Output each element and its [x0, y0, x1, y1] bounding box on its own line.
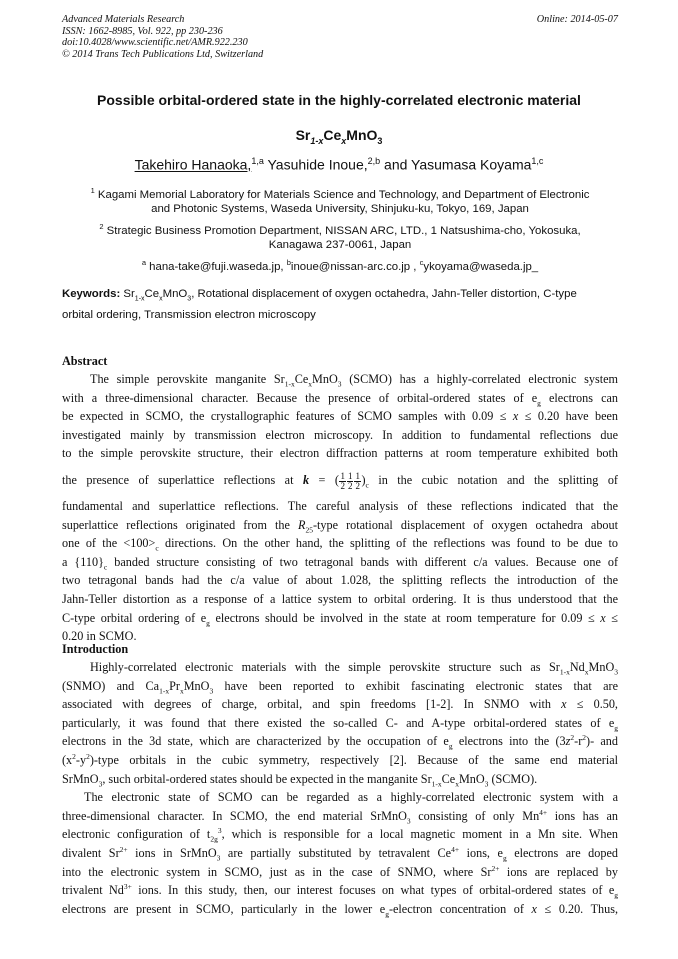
paper-title: Possible orbital-ordered state in the highly-correlated electronic material	[97, 92, 581, 108]
t: 4+	[539, 807, 548, 817]
t: 2	[72, 751, 76, 761]
t: 1-x	[284, 379, 295, 389]
email-b: inoue@nissan-arc.co.jp ,	[290, 260, 420, 273]
t: electrons into the (3	[452, 734, 566, 749]
kw-text: MnO	[162, 288, 188, 300]
t: , which is responsible for a local magnetic moment in a Mn site. When	[221, 827, 618, 842]
keywords-line-2: orbital ordering, Transmission electron microscopy	[62, 309, 316, 322]
frac-num: 1	[340, 470, 345, 481]
text-line: 0.20 in SCMO.	[62, 629, 137, 644]
t: 3	[406, 816, 411, 826]
fraction	[354, 472, 361, 491]
t: )- and	[586, 734, 618, 749]
keywords-block	[62, 286, 618, 324]
t: )-type orbitals in the cubic symmetry, respectively [2]. Because of the same end material	[89, 752, 618, 767]
affil-mark: c	[419, 258, 424, 267]
t: a {110}	[62, 554, 104, 569]
text-line	[62, 389, 618, 408]
t: MnO	[183, 678, 210, 693]
t: 1-x	[159, 686, 170, 696]
t: 3	[337, 379, 342, 389]
t: x	[308, 379, 313, 389]
author-affil-mark: 1,c	[531, 156, 544, 166]
online-date: Online: 2014-05-07	[536, 14, 618, 25]
t: the presence of superlattice reflections at	[62, 472, 303, 487]
t: be expected in SCMO, the crystallographic features of SCMO samples with 0.09 ≤	[62, 409, 513, 424]
formula-part: 1-x	[310, 135, 324, 146]
text-line	[62, 732, 618, 751]
affiliation-1-cont: and Photonic Systems, Waseda University, Shinjuku-ku, Tokyo, 169, Japan	[151, 203, 529, 215]
email-a: hana-take@fuji.waseda.jp,	[146, 260, 287, 273]
t: divalent Sr	[62, 845, 120, 860]
t: directions. On the other hand, the splitting of the reflections was found to be due to	[158, 536, 618, 551]
introduction-body	[62, 658, 618, 918]
t: C-type orbital ordering of e	[62, 610, 207, 625]
kw-text: 3	[187, 295, 192, 303]
t: (x	[62, 752, 73, 767]
text-line	[62, 695, 618, 714]
kw-text: 1-x	[134, 295, 145, 303]
t: trivalent Nd	[62, 883, 124, 898]
text-line: fundamental and superlattice reflections. The careful analysis of these reflections indicated that the	[62, 498, 618, 513]
running-header	[62, 14, 618, 60]
t: x	[179, 686, 184, 696]
t: -type rotational displacement of oxygen octahedra about	[312, 517, 618, 532]
t: ≤ 0.50,	[566, 697, 618, 712]
t: Pr	[169, 678, 180, 693]
t: ions in SrMnO	[127, 845, 217, 860]
issn-line: ISSN: 1662-8985, Vol. 922, pp 230-236	[62, 25, 223, 37]
t: x	[531, 901, 537, 916]
t: 2	[570, 733, 575, 743]
kw-text: Ce	[144, 288, 160, 300]
t: 3	[98, 779, 103, 788]
t: with a three-dimensional character. Because the presence of orbital-ordered states of e	[62, 390, 538, 405]
t: are partially substituted by tetravalent Ce	[220, 845, 452, 860]
text-line: investigated mainly by transmission electron microscopy. In addition to fundamental reflections due	[62, 427, 618, 442]
text-line	[62, 553, 618, 572]
text-line	[62, 900, 618, 919]
t: 2+	[491, 863, 500, 873]
t: three-dimensional character. In SCMO, the end material SrMnO	[62, 808, 407, 823]
t: g	[537, 398, 541, 408]
text-line	[62, 609, 618, 628]
text-line	[62, 881, 618, 900]
text-line: Jahn-Teller distortion as a response of a lattice system to orbital ordering. It is thus understood that the	[62, 591, 618, 606]
t: electrons are doped	[506, 845, 618, 860]
t: electrons should be involved in the state at room temperature for 0.09 ≤	[209, 610, 601, 625]
copyright-line: © 2014 Trans Tech Publications Ltd, Switzerland	[62, 48, 264, 60]
t: particularly, it was found that there existed the so-called C- and A-type orbital-ordered states of e	[62, 715, 615, 730]
text-line	[62, 463, 618, 497]
t: MnO	[458, 771, 485, 786]
t: R	[298, 517, 306, 532]
t: into the electronic system in SCMO, just as in the case of SNMO, where Sr	[62, 864, 492, 879]
t: banded structure consisting of two tetragonal bands with different c/a values. Because one of	[107, 554, 618, 569]
t: g	[614, 723, 618, 733]
text-line	[62, 825, 618, 844]
text-line	[62, 844, 618, 863]
t: 25	[305, 525, 313, 534]
t: x	[512, 409, 519, 424]
t: 2+	[119, 844, 128, 854]
affiliation-2-cont: Kanagawa 237-0061, Japan	[268, 239, 412, 251]
t: 2g	[210, 834, 218, 844]
t: c	[365, 480, 369, 490]
t: (SCMO).	[488, 771, 538, 786]
author-name: Yasuhide Inoue,	[263, 156, 368, 173]
t: Ce	[441, 771, 456, 786]
t: ions. In this study, then, our interest focuses on what types of orbital-ordered states of e	[131, 883, 615, 898]
t: z	[565, 734, 571, 749]
t: = (	[309, 472, 339, 487]
t: (SCMO) has a highly-correlated electronic system	[341, 372, 618, 386]
t: 3	[614, 667, 618, 677]
text-line	[62, 863, 618, 882]
affil-text: Kagami Memorial Laboratory for Materials Science and Technology, and Department of Electronic	[94, 188, 590, 201]
frac-den: 2	[340, 480, 345, 491]
frac-den: 2	[347, 480, 353, 491]
email-line	[62, 254, 618, 276]
frac-num: 1	[355, 470, 360, 481]
t: electronic configuration of t	[62, 827, 211, 842]
formula-part: MnO	[346, 127, 378, 143]
t: consisting of only Mn	[410, 808, 540, 823]
t: electrons in the 3d state, which are characterized by the occupation of e	[62, 734, 449, 749]
t: 3	[217, 826, 222, 836]
t: Ce	[294, 372, 309, 386]
t: 3+	[123, 882, 132, 892]
t: x	[584, 667, 589, 677]
formula-part: Ce	[323, 127, 342, 143]
t: 3	[216, 853, 221, 863]
t: (SNMO) and Ca	[62, 678, 160, 693]
t: x	[455, 779, 459, 788]
paper-title-formula	[40, 127, 638, 146]
text-line	[62, 370, 618, 389]
t: The simple perovskite manganite Sr	[90, 372, 285, 386]
text-line	[62, 714, 618, 733]
text-line	[62, 807, 618, 826]
t: , such orbital-ordered states should be expected in the manganite Sr	[102, 771, 432, 786]
t: g	[614, 890, 618, 900]
text-line	[62, 534, 618, 553]
t: associated with degrees of charge, orbital, and spin freedoms [1-2]. In SNMO with	[62, 697, 562, 712]
affil-mark: 1	[90, 186, 95, 195]
t: g	[502, 853, 507, 863]
affil-mark: 2	[99, 222, 104, 231]
t: )	[361, 472, 366, 487]
t: electrons can	[540, 390, 619, 405]
author-name: Takehiro Hanaoka,	[134, 156, 252, 173]
text-line	[62, 516, 618, 535]
t: g	[448, 741, 453, 751]
t: c	[103, 562, 108, 572]
formula-part: 3	[377, 135, 383, 146]
kw-text: Sr	[120, 288, 135, 300]
text-line	[62, 658, 618, 677]
author-name: and Yasumasa Koyama	[380, 156, 532, 173]
text-line	[62, 770, 618, 789]
t: have been reported to exhibit fascinating electronic states that are	[213, 678, 618, 693]
t: 1-x	[559, 667, 570, 677]
affil-mark: b	[286, 258, 291, 267]
fraction	[347, 472, 354, 491]
author-affil-mark: 2,b	[367, 156, 381, 166]
t: ≤ 0.20. Thus,	[536, 901, 619, 916]
t: one of the <100>	[62, 536, 156, 551]
t: ions are replaced by	[499, 864, 618, 879]
text-line: The electronic state of SCMO can be regarded as a highly-correlated electronic system with a	[84, 790, 618, 805]
t: Nd	[569, 660, 585, 674]
t: ≤ 0.20 have been	[518, 409, 619, 424]
affil-mark: a	[141, 258, 146, 267]
affil-text: Strategic Business Promotion Department, NISSAN ARC, LTD., 1 Natsushima-cho, Yokosuka,	[103, 224, 581, 237]
t: -r	[574, 734, 583, 749]
t: k	[302, 472, 310, 487]
t: superlattice reflections originated from the	[62, 517, 299, 532]
t: g	[206, 617, 210, 627]
introduction-heading: Introduction	[62, 642, 129, 656]
t: 2	[86, 751, 90, 761]
email-c: ykoyama@waseda.jp_	[423, 260, 539, 273]
frac-den: 2	[355, 480, 360, 491]
t: 3	[484, 779, 489, 788]
t: electrons are present in SCMO, particularly in the lower e	[62, 901, 386, 916]
journal-name: Advanced Materials Research	[62, 14, 185, 25]
text-line	[62, 407, 618, 426]
t: 3	[209, 686, 214, 696]
text-line	[62, 751, 618, 770]
t: -electron concentration of	[388, 901, 532, 916]
kw-text: x	[159, 295, 163, 303]
t: ions, e	[459, 845, 503, 860]
keywords-line-1	[62, 286, 618, 307]
fraction	[339, 472, 346, 491]
t: ≤	[605, 610, 618, 625]
t: g	[385, 909, 389, 919]
abstract-heading: Abstract	[62, 354, 108, 368]
text-line: two tetragonal bands had the c/a value of about 1.028, the splitting reflects the introduction of the	[62, 573, 618, 588]
t: 4+	[451, 844, 460, 854]
author-affil-mark: 1,a	[251, 156, 264, 166]
t: c	[155, 543, 159, 553]
author-list	[40, 156, 638, 173]
kw-text: , Rotational displacement of oxygen octahedra, Jahn-Teller distortion, C-type	[191, 288, 577, 300]
t: 2	[582, 733, 587, 743]
doi-line: doi:10.4028/www.scientific.net/AMR.922.230	[62, 37, 248, 49]
t: MnO	[588, 660, 615, 674]
abstract-body	[62, 370, 618, 646]
keywords-label: Keywords:	[62, 288, 121, 300]
t: 1-x	[431, 779, 442, 788]
t: in the cubic notation and the splitting of	[368, 472, 618, 487]
t: -y	[75, 752, 87, 767]
t: SrMnO	[62, 771, 99, 786]
formula-part: Sr	[295, 127, 311, 143]
frac-num: 1	[347, 470, 353, 481]
t: ions has an	[547, 808, 618, 823]
t: MnO	[312, 372, 338, 386]
t: x	[600, 610, 606, 625]
t: Highly-correlated electronic materials with the simple perovskite structure such as Sr	[90, 660, 560, 674]
formula-part: x	[341, 135, 347, 146]
t: x	[561, 697, 567, 712]
text-line: to the simple perovskite structure, their electron diffraction patterns at room temperature exhibited both	[62, 446, 618, 461]
text-line	[62, 677, 618, 696]
